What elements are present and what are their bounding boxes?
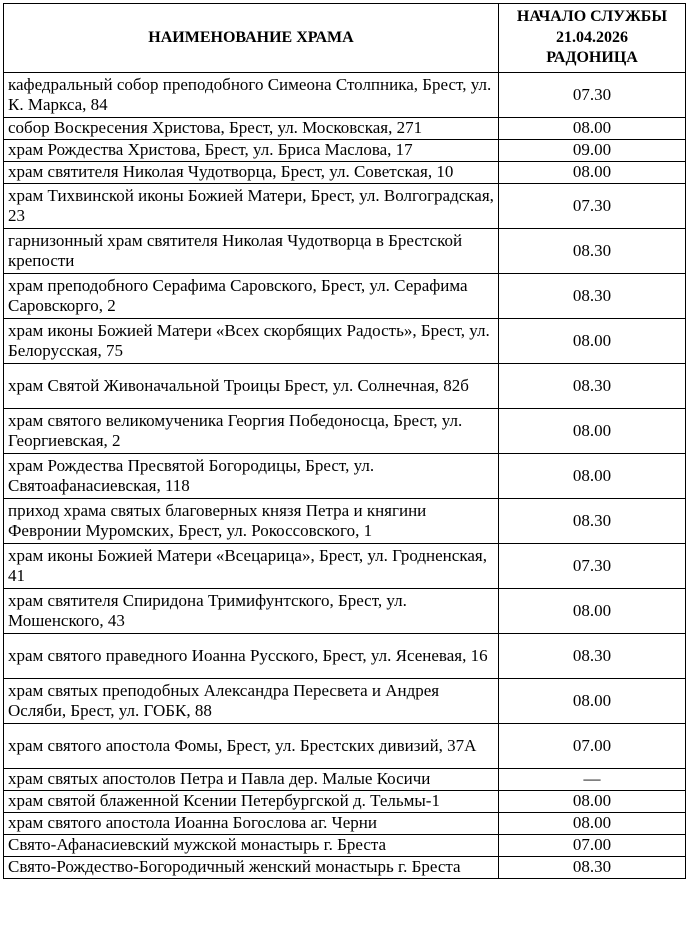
table-row (4, 274, 686, 319)
service-time: 07.00 (499, 724, 686, 769)
table-row (4, 319, 686, 364)
table-row (4, 454, 686, 499)
service-time: 08.30 (499, 229, 686, 274)
church-name: храм святых преподобных Александра Пересвета и Андрея Осляби, Брест, ул. ГОБК, 88 (4, 679, 499, 724)
table-row (4, 544, 686, 589)
church-name: кафедральный собор преподобного Симеона Столпника, Брест, ул. К. Маркса, 84 (4, 73, 499, 118)
church-name: Свято-Рождество-Богородичный женский монастырь г. Бреста (4, 857, 499, 879)
church-name: храм Тихвинской иконы Божией Матери, Брест, ул. Волгоградская, 23 (4, 184, 499, 229)
church-name: храм Святой Живоначальной Троицы Брест, ул. Солнечная, 82б (4, 364, 499, 409)
table-row (4, 813, 686, 835)
table-row (4, 679, 686, 724)
church-name: приход храма святых благоверных князя Петра и княгини Февронии Муромских, Брест, ул. Рокоссовского, 1 (4, 499, 499, 544)
church-name: храм святителя Спиридона Тримифунтского, Брест, ул. Мошенского, 43 (4, 589, 499, 634)
church-name: гарнизонный храм святителя Николая Чудотворца в Брестской крепости (4, 229, 499, 274)
church-name: храм святого апостола Иоанна Богослова аг. Черни (4, 813, 499, 835)
church-name: храм иконы Божией Матери «Всецарица», Брест, ул. Гродненская, 41 (4, 544, 499, 589)
church-name-header: НАИМЕНОВАНИЕ ХРАМА (4, 4, 499, 73)
table-row (4, 229, 686, 274)
service-time: 09.00 (499, 140, 686, 162)
church-name: храм преподобного Серафима Саровского, Брест, ул. Серафима Саровскорго, 2 (4, 274, 499, 319)
church-name: храм святой блаженной Ксении Петербургской д. Тельмы-1 (4, 791, 499, 813)
table-header-row (4, 4, 686, 73)
service-time: 07.30 (499, 544, 686, 589)
table-row (4, 835, 686, 857)
church-name: храм иконы Божией Матери «Всех скорбящих Радость», Брест, ул. Белорусская, 75 (4, 319, 499, 364)
service-start-label: НАЧАЛО СЛУЖБЫ (516, 8, 668, 26)
service-time: — (499, 769, 686, 791)
service-start-header (499, 4, 686, 73)
service-time: 08.30 (499, 499, 686, 544)
service-date: 21.04.2026 (556, 28, 628, 46)
table-row (4, 724, 686, 769)
service-time: 07.30 (499, 184, 686, 229)
service-schedule-table (3, 3, 686, 879)
service-time: 08.30 (499, 274, 686, 319)
service-time: 08.00 (499, 319, 686, 364)
service-time: 08.00 (499, 162, 686, 184)
table-row (4, 791, 686, 813)
service-time: 08.00 (499, 118, 686, 140)
church-name: храм Рождества Пресвятой Богородицы, Брест, ул. Святоафанасиевская, 118 (4, 454, 499, 499)
table-row (4, 409, 686, 454)
service-time: 08.30 (499, 857, 686, 879)
table-row (4, 589, 686, 634)
table-row (4, 184, 686, 229)
service-time: 08.00 (499, 679, 686, 724)
service-time: 08.00 (499, 454, 686, 499)
table-row (4, 140, 686, 162)
service-time: 08.00 (499, 791, 686, 813)
church-name: храм Рождества Христова, Брест, ул. Бриса Маслова, 17 (4, 140, 499, 162)
table-row (4, 634, 686, 679)
church-name: собор Воскресения Христова, Брест, ул. Московская, 271 (4, 118, 499, 140)
table-row (4, 499, 686, 544)
church-name: храм святого апостола Фомы, Брест, ул. Брестских дивизий, 37А (4, 724, 499, 769)
table-row (4, 857, 686, 879)
church-name: храм святого праведного Иоанна Русского, Брест, ул. Ясеневая, 16 (4, 634, 499, 679)
table-row (4, 162, 686, 184)
service-time: 07.00 (499, 835, 686, 857)
service-time: 08.00 (499, 409, 686, 454)
church-name: храм святителя Николая Чудотворца, Брест, ул. Советская, 10 (4, 162, 499, 184)
service-time: 08.00 (499, 813, 686, 835)
service-time: 08.30 (499, 364, 686, 409)
table-row (4, 73, 686, 118)
service-time: 08.30 (499, 634, 686, 679)
table-row (4, 364, 686, 409)
service-occasion: РАДОНИЦА (546, 49, 638, 67)
church-name: Свято-Афанасиевский мужской монастырь г. Бреста (4, 835, 499, 857)
table-row (4, 769, 686, 791)
church-name: храм святого великомученика Георгия Победоносца, Брест, ул. Георгиевская, 2 (4, 409, 499, 454)
service-time: 08.00 (499, 589, 686, 634)
service-time: 07.30 (499, 73, 686, 118)
church-name: храм святых апостолов Петра и Павла дер. Малые Косичи (4, 769, 499, 791)
table-row (4, 118, 686, 140)
